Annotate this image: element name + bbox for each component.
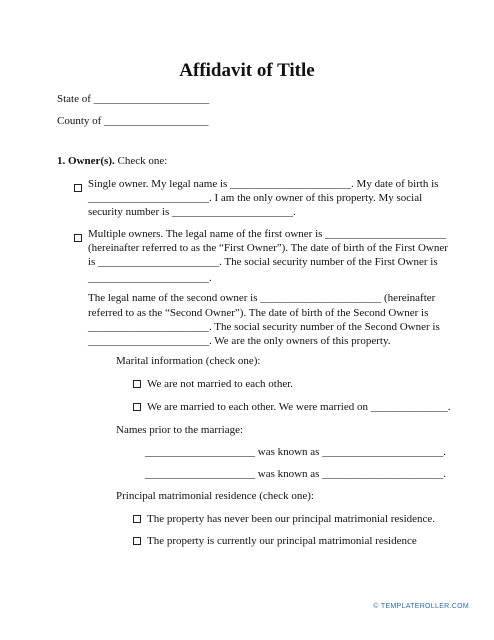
section-1-number: 1. Owner(s). [57, 155, 115, 167]
multiple-owners-checkbox[interactable] [74, 228, 88, 246]
residence-option-currently[interactable] [133, 535, 417, 548]
second-owner-line-4: ______________________. We are the only owners of this property. [88, 335, 391, 347]
state-field[interactable]: State of _____________________ [57, 93, 210, 105]
single-owner-line-3: security number is ______________________. [88, 206, 296, 218]
checkbox-icon[interactable] [133, 515, 141, 523]
names-prior-label: Names prior to the marriage: [116, 424, 244, 436]
residence-option-never[interactable] [133, 513, 435, 526]
checkbox-icon[interactable] [74, 234, 82, 242]
single-owner-line-2: ______________________. I am the only owner of this property. My social [88, 192, 423, 204]
single-owner-checkbox[interactable] [74, 178, 88, 196]
marital-info-label: Marital information (check one): [116, 355, 261, 367]
county-field[interactable]: County of ___________________ [57, 115, 209, 127]
names-prior-row-2[interactable]: ____________________ was known as ______________________. [145, 468, 446, 480]
checkbox-icon[interactable] [133, 380, 141, 388]
second-owner-line-1: The legal name of the second owner is ______________________ (hereinafter [88, 292, 436, 304]
multiple-owners-line-2: (hereinafter referred to as the “First Owner”). The date of birth of the First Owner [88, 242, 448, 254]
section-1-instruction: Check one: [114, 155, 168, 167]
second-owner-line-2: referred to as the “Second Owner”). The date of birth of the Second Owner is [88, 307, 429, 319]
multiple-owners-line-4: ______________________. [88, 272, 212, 284]
checkbox-icon[interactable] [74, 184, 82, 192]
multiple-owners-line-1: Multiple owners. The legal name of the first owner is ______________________ [88, 228, 447, 240]
option-label: The property has never been our principal matrimonial residence. [147, 513, 436, 525]
second-owner-line-3: ______________________. The social security number of the Second Owner is [88, 321, 440, 333]
marital-option-not-married[interactable] [133, 378, 293, 391]
option-label: The property is currently our principal matrimonial residence [147, 535, 417, 547]
marital-option-married[interactable] [133, 401, 450, 414]
section-1-heading [57, 155, 167, 168]
option-label: We are married to each other. We were married on ______________. [147, 401, 451, 413]
checkbox-icon[interactable] [133, 403, 141, 411]
single-owner-line-1: Single owner. My legal name is ______________________. My date of birth is [88, 178, 439, 190]
multiple-owners-line-3: is ______________________. The social security number of the First Owner is [88, 256, 438, 268]
footer-watermark: © TEMPLATEROLLER.COM [373, 603, 469, 610]
residence-label: Principal matrimonial residence (check one): [116, 490, 314, 502]
checkbox-icon[interactable] [133, 537, 141, 545]
names-prior-row-1[interactable]: ____________________ was known as ______________________. [145, 446, 446, 458]
document-title: Affidavit of Title [179, 60, 315, 81]
option-label: We are not married to each other. [147, 378, 294, 390]
